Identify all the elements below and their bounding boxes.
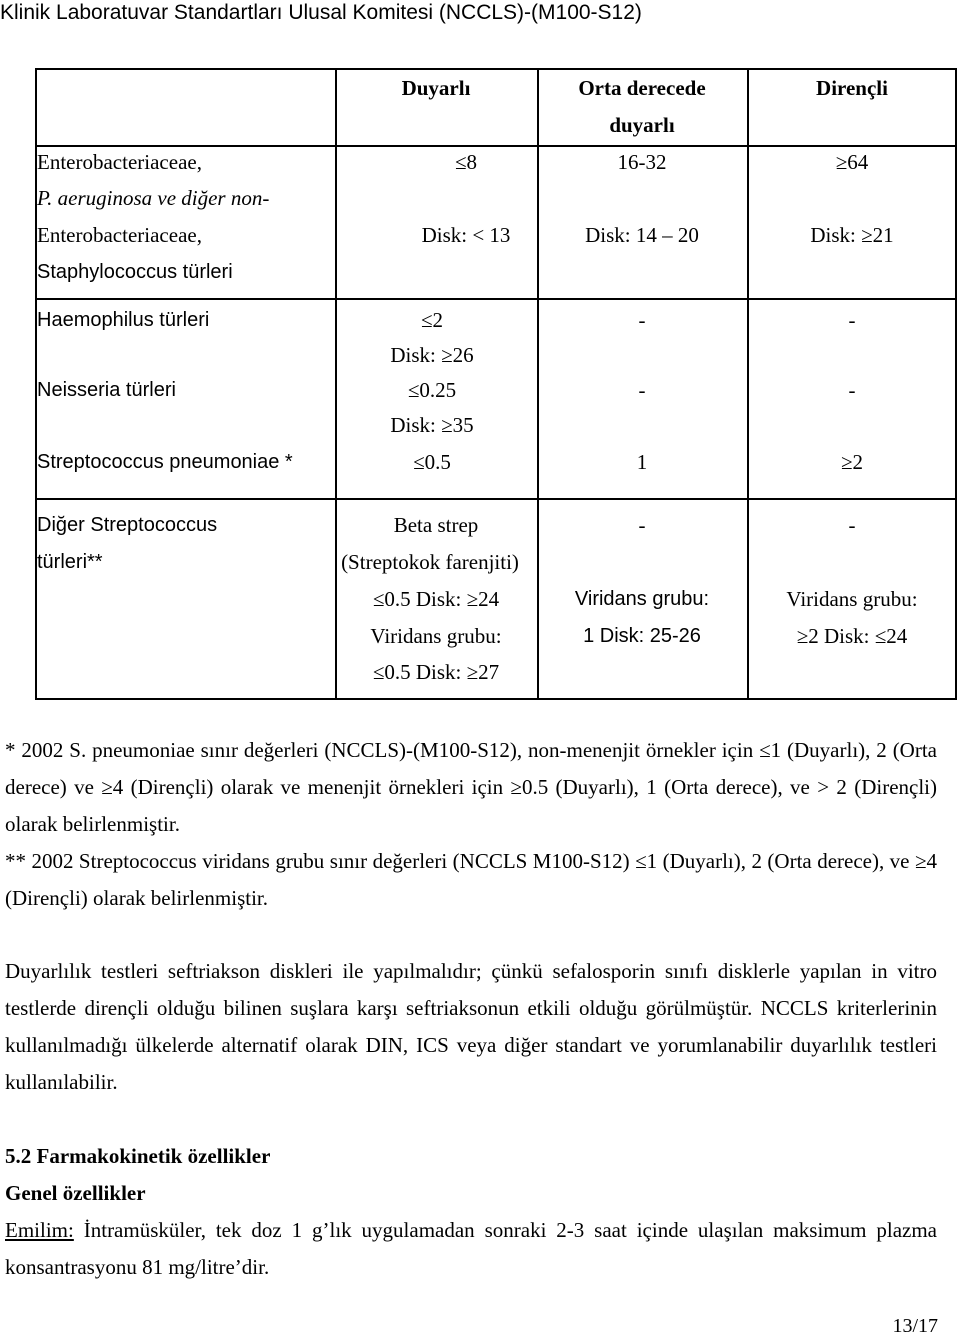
row2-neisseria-susceptible: ≤0.25 [407,378,457,402]
row2-pneumoniae-susceptible: ≤0.5 [413,450,451,474]
breakpoint-table [35,68,957,700]
emilim-paragraph [5,1212,937,1286]
row3-resistant-1: - [848,513,856,537]
row1-label-4: Staphylococcus türleri [37,261,233,283]
row3-label-1: Diğer Streptococcus [37,514,218,536]
header-susceptible: Duyarlı [401,76,471,100]
header-intermediate: Orta derecede [578,76,706,100]
row1-label-3: Enterobacteriaceae, [37,223,202,247]
row3-susceptible-5: ≤0.5 Disk: ≥27 [372,660,500,684]
row2-neisseria-label: Neisseria türleri [37,379,176,401]
table-divider [37,145,955,147]
row3-susceptible-4: Viridans grubu: [370,624,502,648]
row2-haemophilus-resistant: - [848,308,856,332]
emilim-text: İntramüsküler, tek doz 1 g’lık uygulamadan sonraki 2-3 saat içinde ulaşılan maksimum plazma konsantrasyonu 81 mg/litre’dir. [5,1218,937,1279]
page-header: Klinik Laboratuvar Standartları Ulusal Komitesi (NCCLS)-(M100-S12) [0,1,642,24]
row2-neisseria-intermediate: - [638,378,646,402]
row3-intermediate-2: Viridans grubu: [574,588,710,610]
row1-intermediate: 16-32 [617,150,667,174]
table-divider [37,298,955,300]
row3-susceptible-2: (Streptokok farenjiti) [341,550,519,574]
row2-haemophilus-disk: Disk: ≥26 [390,343,474,367]
header-intermediate-2: duyarlı [609,113,675,137]
footnote-pneumoniae: * 2002 S. pneumoniae sınır değerleri (NCCLS)-(M100-S12), non-menenjit örnekler için ≤1 (Duyarlı), 2 (Orta derece) ve ≥4 (Dirençli) olarak ve menenjit örnekleri için ≥0.5 (Duyarlı), 1 (Orta derece), ve > 2 (Dirençli) olarak belirlenmiştir. [5,738,937,836]
row2-neisseria-disk: Disk: ≥35 [390,413,474,437]
row2-pneumoniae-intermediate: 1 [636,450,648,474]
row2-haemophilus-intermediate: - [638,308,646,332]
row1-resistant: ≥64 [835,150,869,174]
row3-intermediate-3: 1 Disk: 25-26 [583,625,701,647]
row1-susceptible: ≤8 [454,150,478,174]
body-paragraph: Duyarlılık testleri seftriakson diskleri ile yapılmalıdır; çünkü sefalosporin sınıfı disklerle yapılan in vitro testlerde dirençli olduğu bilinen suşlara karşı seftriaksonun etkili olduğu görülmüştür. NCCLS kriterlerinin kullanılmadığı ülkelerde alternatif olarak DIN, ICS veya diğer standart ve yorumlanabilir duyarlılık testleri kullanılabilir. [5,959,937,1094]
row1-label-1: Enterobacteriaceae, [37,150,202,174]
table-divider [37,498,955,500]
row3-resistant-3: ≥2 Disk: ≤24 [796,624,908,648]
section-title: 5.2 Farmakokinetik özellikler [5,1144,271,1168]
row2-pneumoniae-label: Streptococcus pneumoniae * [37,451,293,473]
row1-susceptible-disk: Disk: < 13 [421,223,511,247]
row3-susceptible-1: Beta strep [393,513,479,537]
row2-pneumoniae-resistant: ≥2 [840,450,864,474]
page-number: 13/17 [892,1315,938,1337]
row1-resistant-disk: Disk: ≥21 [810,223,894,247]
row3-susceptible-3: ≤0.5 Disk: ≥24 [372,587,500,611]
subsection-title: Genel özellikler [5,1181,146,1205]
footnote-viridans: ** 2002 Streptococcus viridans grubu sınır değerleri (NCCLS M100-S12) ≤1 (Duyarlı), 2 (Orta derece), ve ≥4 (Dirençli) olarak belirlenmiştir. [5,849,937,910]
row3-label-2: türleri** [37,551,103,573]
row2-neisseria-resistant: - [848,378,856,402]
row2-haemophilus-label: Haemophilus türleri [37,309,210,331]
emilim-label: Emilim: [5,1218,74,1242]
row3-intermediate-1: - [638,513,646,537]
header-resistant: Dirençli [816,76,888,100]
row3-resistant-2: Viridans grubu: [786,587,918,611]
row2-haemophilus-susceptible: ≤2 [420,308,444,332]
row1-intermediate-disk: Disk: 14 – 20 [585,223,699,247]
row1-label-2: P. aeruginosa ve diğer non- [37,186,270,210]
